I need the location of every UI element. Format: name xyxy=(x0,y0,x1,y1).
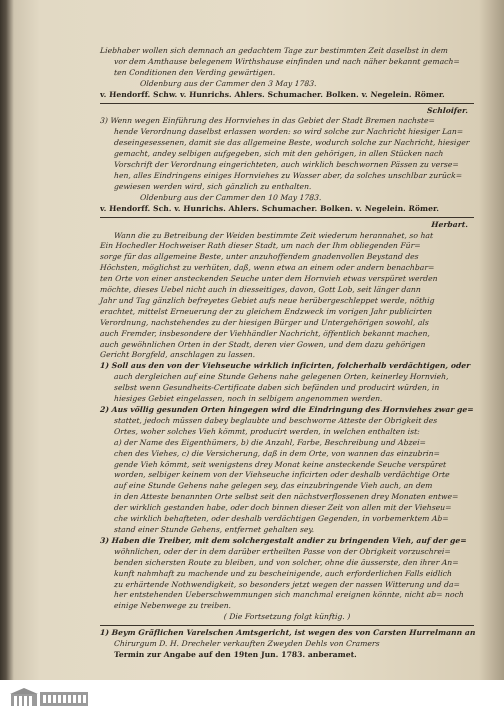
text-line: sorge für das allgemeine Beste, unter anzuhoffendem gnadenvollen Beystand des xyxy=(99,252,419,262)
text-line: benden sichersten Route zu bleiben, und von solcher, ohne die äusserste, den ihrer An= xyxy=(113,557,459,567)
text-line: hende Verordnung daselbst erlassen worden: so wird solche zur Nachricht hiesiger Lan= xyxy=(113,127,464,137)
text-line: 3) Wenn wegen Einführung des Hornviehes in das Gebiet der Stadt Bremen nachste= xyxy=(99,116,436,126)
item-2 xyxy=(100,405,474,536)
text-line: stand einer Stunde Gehens, entfernet gehalten sey. xyxy=(113,524,315,534)
text-line: 2) Aus völlig gesunden Orten hingegen wird die Eindringung des Hornviehes zwar ge= xyxy=(99,405,475,414)
text-line: kunft nahmhaft zu machende und zu bescheinigende, auch erforderlichen Falls eidlich xyxy=(113,568,453,578)
date-line: Oldenburg aus der Cammer den 3 May 1783. xyxy=(139,78,318,88)
text-line: Liebhaber wollen sich demnach an gedachtem Tage zur bestimmten Zeit daselbst in dem xyxy=(99,46,449,55)
text-line: wöhnlichen, oder der in dem darüber ertheilten Passe von der Obrigkeit vorzuschrei= xyxy=(113,546,452,556)
block-3 xyxy=(100,231,474,362)
text-line: selbst wenn Gesundheits-Certificate daben sich befänden und producirt würden, in xyxy=(113,383,440,393)
text-line: auch Fremder, insbesondere der Viehhändler Nachricht, öffentlich bekannt machen, xyxy=(99,328,431,338)
separator-rule xyxy=(100,103,474,104)
text-line: hiesiges Gebiet eingelassen, noch in selbigem angenommen werden. xyxy=(113,394,383,404)
text-line: Wann die zu Betreibung der Weiden bestimmte Zeit wiederum herannahet, so hat xyxy=(113,230,434,240)
text-line: Termin zur Angabe auf den 19ten Jun. 1783. anberamet. xyxy=(113,649,358,659)
block-4 xyxy=(100,628,474,661)
text-line: worden, selbiger keinem von der Viehseuche inficirten oder deshalb verdächtige Orte xyxy=(113,470,451,480)
block-1 xyxy=(100,46,474,101)
text-line: der wirklich gestanden habe, oder doch binnen dieser Zeit von allen mit der Viehseu= xyxy=(113,503,452,513)
text-line: vor dem Amthause belegenem Wirthshause einfinden und nach näher bekannt gemach= xyxy=(113,56,461,66)
section-signer: Herbart. xyxy=(430,219,469,229)
text-line: Ein Hochedler Hochweiser Rath dieser Stadt, um nach der Ihm obliegenden Für= xyxy=(99,241,422,251)
page-text xyxy=(100,46,474,661)
text-line: 1) Beym Gräflichen Varelschen Amtsgericht, ist wegen des von Carsten Hurrelmann an xyxy=(99,628,476,638)
text-line: deseingesessenen, damit sie das allgemeine Beste, wodurch solche zur Nachricht, hiesiger xyxy=(113,138,470,148)
text-line: ten Conditionen den Verding gewärtigen. xyxy=(113,67,276,77)
signatures-line: v. Hendorff. Schw. v. Hunrichs. Ahlers. Schumacher. Bolken. v. Negelein. Römer. xyxy=(99,89,446,99)
separator-rule xyxy=(100,625,474,626)
text-line: ten Orte von einer ansteckenden Seuche unter dem Hornvieh etwas verspüret werden xyxy=(99,274,438,284)
text-line: a) der Name des Eigenthümers, b) die Anzahl, Farbe, Beschreibung und Abzei= xyxy=(113,437,427,447)
text-line: erachtet, mittelst Erneuerung der zu gleichem Endzweck im vorigen Jahr publicirten xyxy=(99,306,433,316)
text-line: her entstehenden Ueberschwemmungen sich manchmal ereignen könnte, nicht ab= noch xyxy=(113,590,465,600)
text-line: chen des Viehes, c) die Versicherung, daß in dem Orte, von wannen das einzubrin= xyxy=(113,448,441,458)
continuation-note: ( Die Fortsetzung folgt künftig. ) xyxy=(223,612,351,622)
text-line: Gericht Borgfeld, anschlagen zu lassen. xyxy=(99,350,256,360)
text-line: 3) Haben die Treiber, mit dem solchergestalt andier zu bringenden Vieh, auf der ge= xyxy=(99,535,467,545)
text-line: gende Vieh kömmt, seit wenigstens drey Monat keine ansteckende Seuche verspüret xyxy=(113,459,447,469)
text-line: auch dergleichen auf eine Stunde Gehens nahe gelegenen Orten, keinerley Hornvieh, xyxy=(113,372,449,382)
text-line: stattet, jedoch müssen dabey beglaubte und beschworne Atteste der Obrigkeit des xyxy=(113,415,438,425)
text-line: zu erhärtende Nothwendigkeit, so besonders jetzt wegen der nassen Witterung und da= xyxy=(113,579,461,589)
text-line: 1) Soll aus den von der Viehseuche wirklich inficirten, folcherhalb verdächtigen, oder xyxy=(99,361,471,371)
text-line: gewiesen werden wird, sich gänzlich zu enthalten. xyxy=(113,181,312,191)
text-line: gemacht, andey selbigen aufgegeben, sich mit den gehörigen, in allen Stücken nach xyxy=(113,149,444,159)
text-line: auf eine Stunde Gehens nahe gelegen sey, das einzubringende Vieh auch, an dem xyxy=(113,481,433,491)
footer-bar xyxy=(0,680,504,713)
separator-rule xyxy=(100,217,474,218)
block-2 xyxy=(100,116,474,214)
date-line: Oldenburg aus der Cammer den 10 May 1783. xyxy=(139,192,322,202)
library-building-icon xyxy=(6,686,92,708)
text-line: einige Nebenwege zu treiben. xyxy=(113,601,232,611)
text-line: Chirurgum D. H. Drecheler verkauften Zweyden Dehls von Cramers xyxy=(113,639,380,649)
text-line: möchte, dieses Uebel nicht auch in diesseitiges, davon, Gott Lob, seit länger dann xyxy=(99,285,422,295)
text-line: Vorschrift der Verordnung eingerichteten, auch wirklich beschwornen Pässen zu verse= xyxy=(113,160,460,170)
text-line: in den Atteste benannten Orte selbst seit den nächstverflossenen drey Monaten entwe= xyxy=(113,492,459,502)
text-line: che wirklich behafteten, oder deshalb verdächtigen Gegenden, in vorbemerktem Ab= xyxy=(113,514,450,524)
text-line: Jahr und Tag gänzlich befreyetes Gebiet aufs neue herübergeschleppet werde, nöthig xyxy=(99,295,435,305)
text-line: Höchsten, möglichst zu verhüten, daß, wenn etwa an einem oder andern benachbar= xyxy=(99,263,435,273)
text-line: Ortes, woher solches Vieh kömmt, producirt werden, in welchen enthalten ist: xyxy=(113,426,421,436)
section-signer: Schloifer. xyxy=(426,105,469,115)
text-line: Verordnung, nachstehendes zu der hiesigen Bürger und Untergehörigen sowohl, als xyxy=(99,317,430,327)
item-1 xyxy=(100,361,474,405)
item-3 xyxy=(100,536,474,612)
text-line: auch gewöhnlichen Orten in der Stadt, deren vier Gowen, und dem dazu gehörigen xyxy=(99,339,426,349)
signatures-line: v. Hendorff. Sch. v. Hunrichs. Ahlers. Schumacher. Bolken. v. Negelein. Römer. xyxy=(99,203,440,213)
text-line: hen, alles Eindringens einiges Hornviehes zu Wasser aber, da solches unschlbar zurück= xyxy=(113,170,463,180)
